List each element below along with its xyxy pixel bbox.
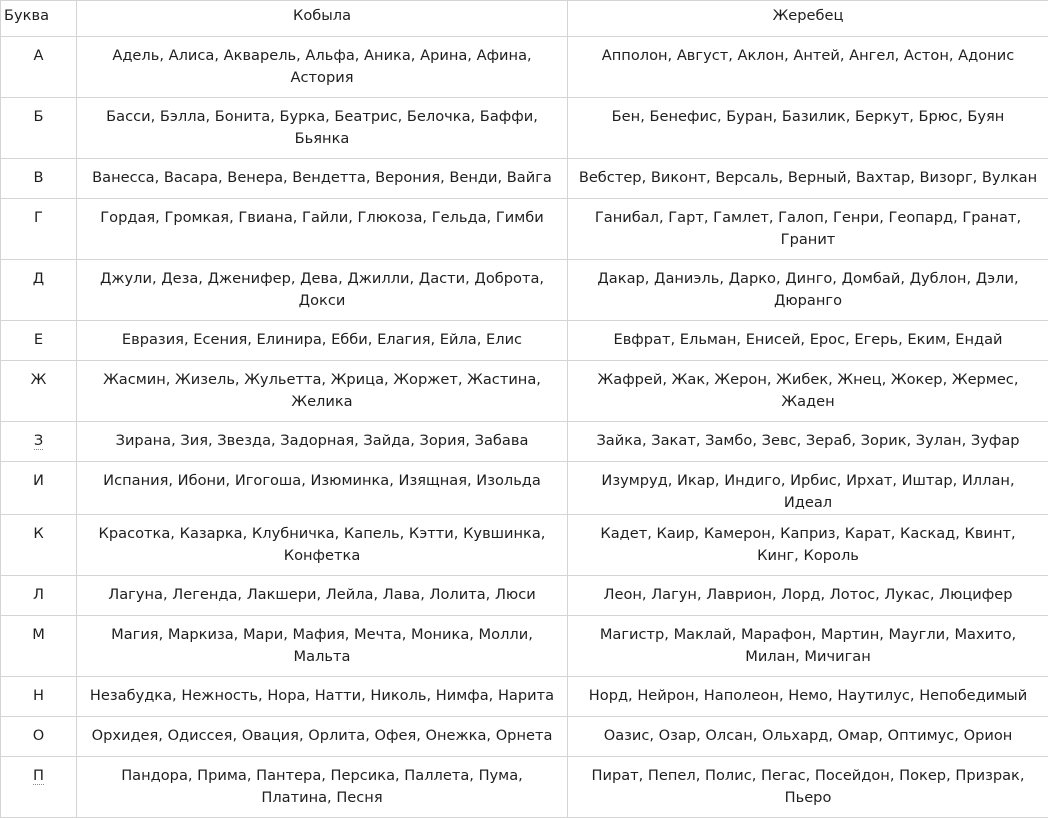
- table-row: [1, 717, 1048, 757]
- table-row: [1, 462, 1048, 515]
- letter-cell: Г: [1, 199, 77, 260]
- letter-cell: [1, 422, 77, 462]
- mare-names-cell: Басси, Бэлла, Бонита, Бурка, Беатрис, Белочка, Баффи, Бьянка: [77, 98, 568, 159]
- mare-names-cell: Жасмин, Жизель, Жульетта, Жрица, Жоржет, Жастина, Желика: [77, 361, 568, 422]
- mare-names-cell: Испания, Ибони, Игогоша, Изюминка, Изящная, Изольда: [77, 462, 568, 515]
- table-row: [1, 361, 1048, 422]
- table-row: [1, 576, 1048, 616]
- stallion-names-cell: Пират, Пепел, Полис, Пегас, Посейдон, Покер, Призрак, Пьеро: [568, 757, 1048, 818]
- letter-text: П: [33, 767, 44, 785]
- table-row: [1, 515, 1048, 576]
- mare-names-cell: Красотка, Казарка, Клубничка, Капель, Кэтти, Кувшинка, Конфетка: [77, 515, 568, 576]
- stallion-names-cell: Леон, Лагун, Лаврион, Лорд, Лотос, Лукас, Люцифер: [568, 576, 1048, 616]
- mare-names-cell: Евразия, Есения, Елинира, Ебби, Елагия, Ейла, Елис: [77, 321, 568, 361]
- stallion-names-cell: Апполон, Август, Аклон, Антей, Ангел, Астон, Адонис: [568, 37, 1048, 98]
- letter-cell: [1, 757, 77, 818]
- letter-cell: Ж: [1, 361, 77, 422]
- stallion-names-cell: Дакар, Даниэль, Дарко, Динго, Домбай, Дублон, Дэли, Дюранго: [568, 260, 1048, 321]
- stallion-names-cell: Изумруд, Икар, Индиго, Ирбис, Ирхат, Иштар, Иллан, Идеал: [568, 462, 1048, 515]
- stallion-names-cell: Норд, Нейрон, Наполеон, Немо, Наутилус, Непобедимый: [568, 677, 1048, 717]
- stallion-names-cell: Вебстер, Виконт, Версаль, Верный, Вахтар, Визорг, Вулкан: [568, 159, 1048, 199]
- mare-names-cell: Орхидея, Одиссея, Овация, Орлита, Офея, Онежка, Орнета: [77, 717, 568, 757]
- stallion-names-cell: Евфрат, Ельман, Енисей, Ерос, Егерь, Еким, Ендай: [568, 321, 1048, 361]
- mare-names-cell: Ванесса, Васара, Венера, Вендетта, Верония, Венди, Вайга: [77, 159, 568, 199]
- letter-cell: Н: [1, 677, 77, 717]
- letter-text: З: [34, 432, 43, 450]
- table-row: [1, 260, 1048, 321]
- table-row: [1, 98, 1048, 159]
- header-letter: Буква: [1, 1, 77, 37]
- letter-cell: М: [1, 616, 77, 677]
- stallion-names-cell: Бен, Бенефис, Буран, Базилик, Беркут, Брюс, Буян: [568, 98, 1048, 159]
- stallion-names-cell: Оазис, Озар, Олсан, Ольхард, Омар, Оптимус, Орион: [568, 717, 1048, 757]
- mare-names-cell: Лагуна, Легенда, Лакшери, Лейла, Лава, Лолита, Люси: [77, 576, 568, 616]
- letter-cell: Д: [1, 260, 77, 321]
- table-header-row: [1, 1, 1048, 37]
- letter-cell: Л: [1, 576, 77, 616]
- table-row: [1, 37, 1048, 98]
- mare-names-cell: Джули, Деза, Дженифер, Дева, Джилли, Дасти, Доброта, Докси: [77, 260, 568, 321]
- table-row: [1, 321, 1048, 361]
- table-row: [1, 757, 1048, 818]
- stallion-names-cell: Кадет, Каир, Камерон, Каприз, Карат, Каскад, Квинт, Кинг, Король: [568, 515, 1048, 576]
- table-row: [1, 616, 1048, 677]
- table-row: [1, 199, 1048, 260]
- stallion-names-cell: Жафрей, Жак, Жерон, Жибек, Жнец, Жокер, Жермес, Жаден: [568, 361, 1048, 422]
- mare-names-cell: Пандора, Прима, Пантера, Персика, Паллета, Пума, Платина, Песня: [77, 757, 568, 818]
- mare-names-cell: Зирана, Зия, Звезда, Задорная, Зайда, Зория, Забава: [77, 422, 568, 462]
- mare-names-cell: Гордая, Громкая, Гвиана, Гайли, Глюкоза, Гельда, Гимби: [77, 199, 568, 260]
- stallion-names-cell: Зайка, Закат, Замбо, Зевс, Зераб, Зорик, Зулан, Зуфар: [568, 422, 1048, 462]
- letter-cell: К: [1, 515, 77, 576]
- mare-names-cell: Магия, Маркиза, Мари, Мафия, Мечта, Моника, Молли, Мальта: [77, 616, 568, 677]
- mare-names-cell: Адель, Алиса, Акварель, Альфа, Аника, Арина, Афина, Астория: [77, 37, 568, 98]
- stallion-names-cell: Ганибал, Гарт, Гамлет, Галоп, Генри, Геопард, Гранат, Гранит: [568, 199, 1048, 260]
- letter-cell: О: [1, 717, 77, 757]
- letter-cell: И: [1, 462, 77, 515]
- table-row: [1, 677, 1048, 717]
- letter-cell: Б: [1, 98, 77, 159]
- letter-cell: Е: [1, 321, 77, 361]
- mare-names-cell: Незабудка, Нежность, Нора, Натти, Николь, Нимфа, Нарита: [77, 677, 568, 717]
- letter-cell: В: [1, 159, 77, 199]
- header-stallion: Жеребец: [568, 1, 1048, 37]
- letter-cell: А: [1, 37, 77, 98]
- table-row: [1, 422, 1048, 462]
- header-mare: Кобыла: [77, 1, 568, 37]
- table-row: [1, 159, 1048, 199]
- stallion-names-cell: Магистр, Маклай, Марафон, Мартин, Маугли, Махито, Милан, Мичиган: [568, 616, 1048, 677]
